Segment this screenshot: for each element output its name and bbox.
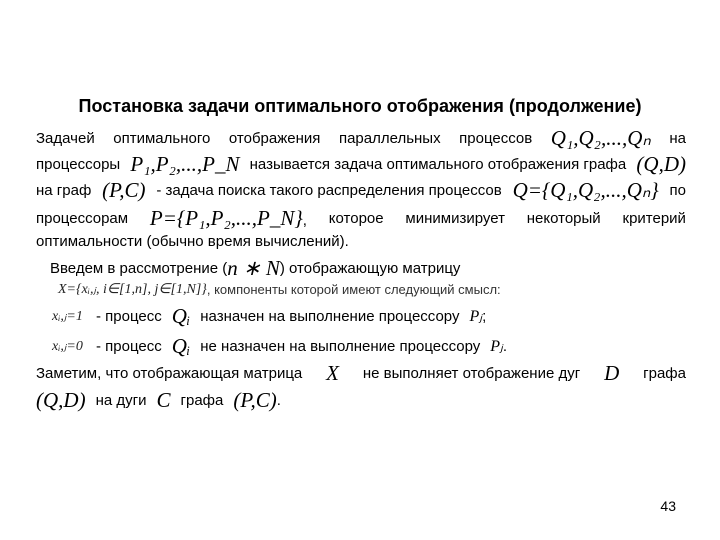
text: процессоры bbox=[36, 155, 121, 173]
formula-qi: Qᵢ bbox=[171, 333, 191, 358]
text: ) отображающую матрицу bbox=[279, 259, 461, 277]
formula-graph-pc: (P,C) bbox=[102, 177, 146, 202]
text: критерий bbox=[622, 209, 686, 227]
formula-graph-qd: (Q,D) bbox=[636, 151, 686, 176]
paragraph-1-line-2 bbox=[36, 151, 686, 177]
text: по bbox=[669, 181, 686, 199]
text: , bbox=[302, 211, 307, 229]
text: Введем в рассмотрение ( bbox=[50, 259, 228, 277]
formula-d: D bbox=[604, 360, 620, 385]
formula-qi: Qᵢ bbox=[171, 303, 191, 328]
text: называется задача оптимального отображения графа bbox=[249, 155, 627, 173]
formula-c: C bbox=[156, 387, 171, 412]
text: процессов bbox=[459, 129, 533, 147]
text: - процесс bbox=[96, 337, 162, 355]
text: процессорам bbox=[36, 209, 129, 227]
formula-p-def: P={P₁,P₂,...,P_N} bbox=[149, 205, 303, 230]
formula-graph-pc: (P,C) bbox=[233, 387, 277, 412]
formula-x-eq-1: xᵢ,ⱼ=1 bbox=[52, 308, 83, 324]
paragraph-1-line-5 bbox=[36, 228, 686, 254]
text: . bbox=[276, 391, 281, 409]
text: отображения bbox=[228, 129, 321, 147]
paragraph-1-line-3 bbox=[36, 177, 686, 203]
text: оптимальности (обычно время вычислений). bbox=[36, 232, 349, 250]
condition-not-assigned bbox=[52, 333, 702, 359]
text: графа bbox=[180, 391, 224, 409]
text: не выполняет отображение дуг bbox=[362, 364, 581, 382]
formula-x: X bbox=[326, 360, 339, 385]
formula-x-eq-0: xᵢ,ⱼ=0 bbox=[52, 338, 83, 354]
paragraph-3-line-2 bbox=[36, 387, 686, 413]
slide-title: Постановка задачи оптимального отображения (продолжение) bbox=[78, 96, 642, 116]
text: Задачей bbox=[36, 129, 95, 147]
formula-q-def: Q={Q₁,Q₂,...,Qₙ} bbox=[512, 177, 659, 202]
text: которое bbox=[328, 209, 384, 227]
text: не назначен на выполнение процессору bbox=[200, 337, 481, 355]
formula-pj: Pⱼ bbox=[490, 338, 503, 355]
formula-matrix-size: n ∗ N bbox=[227, 255, 280, 280]
text: на граф bbox=[36, 181, 92, 199]
text: оптимального bbox=[113, 129, 211, 147]
text: - процесс bbox=[96, 307, 162, 325]
page-number: 43 bbox=[660, 498, 676, 514]
formula-q-set: Q₁,Q₂,...,Qₙ bbox=[550, 125, 651, 150]
text: . bbox=[502, 337, 508, 355]
text: на bbox=[669, 129, 686, 147]
matrix-definition-line bbox=[58, 276, 708, 302]
text: некоторый bbox=[526, 209, 601, 227]
text: графа bbox=[643, 364, 686, 382]
text: назначен на выполнение процессору bbox=[200, 307, 460, 325]
text: Заметим, что отображающая матрица bbox=[36, 364, 303, 382]
paragraph-3-line-1 bbox=[36, 360, 686, 386]
formula-p-def-group bbox=[150, 206, 307, 231]
paragraph-1-line-1 bbox=[36, 125, 686, 151]
text: - задача поиска такого распределения процессов bbox=[156, 181, 502, 199]
text: минимизирует bbox=[405, 209, 505, 227]
text: , компоненты которой имеют следующий смысл: bbox=[206, 281, 501, 297]
formula-pj: Pⱼ bbox=[469, 308, 483, 325]
formula-graph-qd: (Q,D) bbox=[36, 387, 86, 412]
formula-matrix-x: X={xᵢ,ⱼ, i∈[1,n], j∈[1,N]} bbox=[58, 281, 207, 297]
formula-p-set: P₁,P₂,...,P_N bbox=[130, 151, 240, 176]
text: ; bbox=[482, 307, 487, 325]
condition-assigned bbox=[52, 303, 702, 329]
text: параллельных bbox=[338, 129, 441, 147]
text: на дуги bbox=[95, 391, 147, 409]
